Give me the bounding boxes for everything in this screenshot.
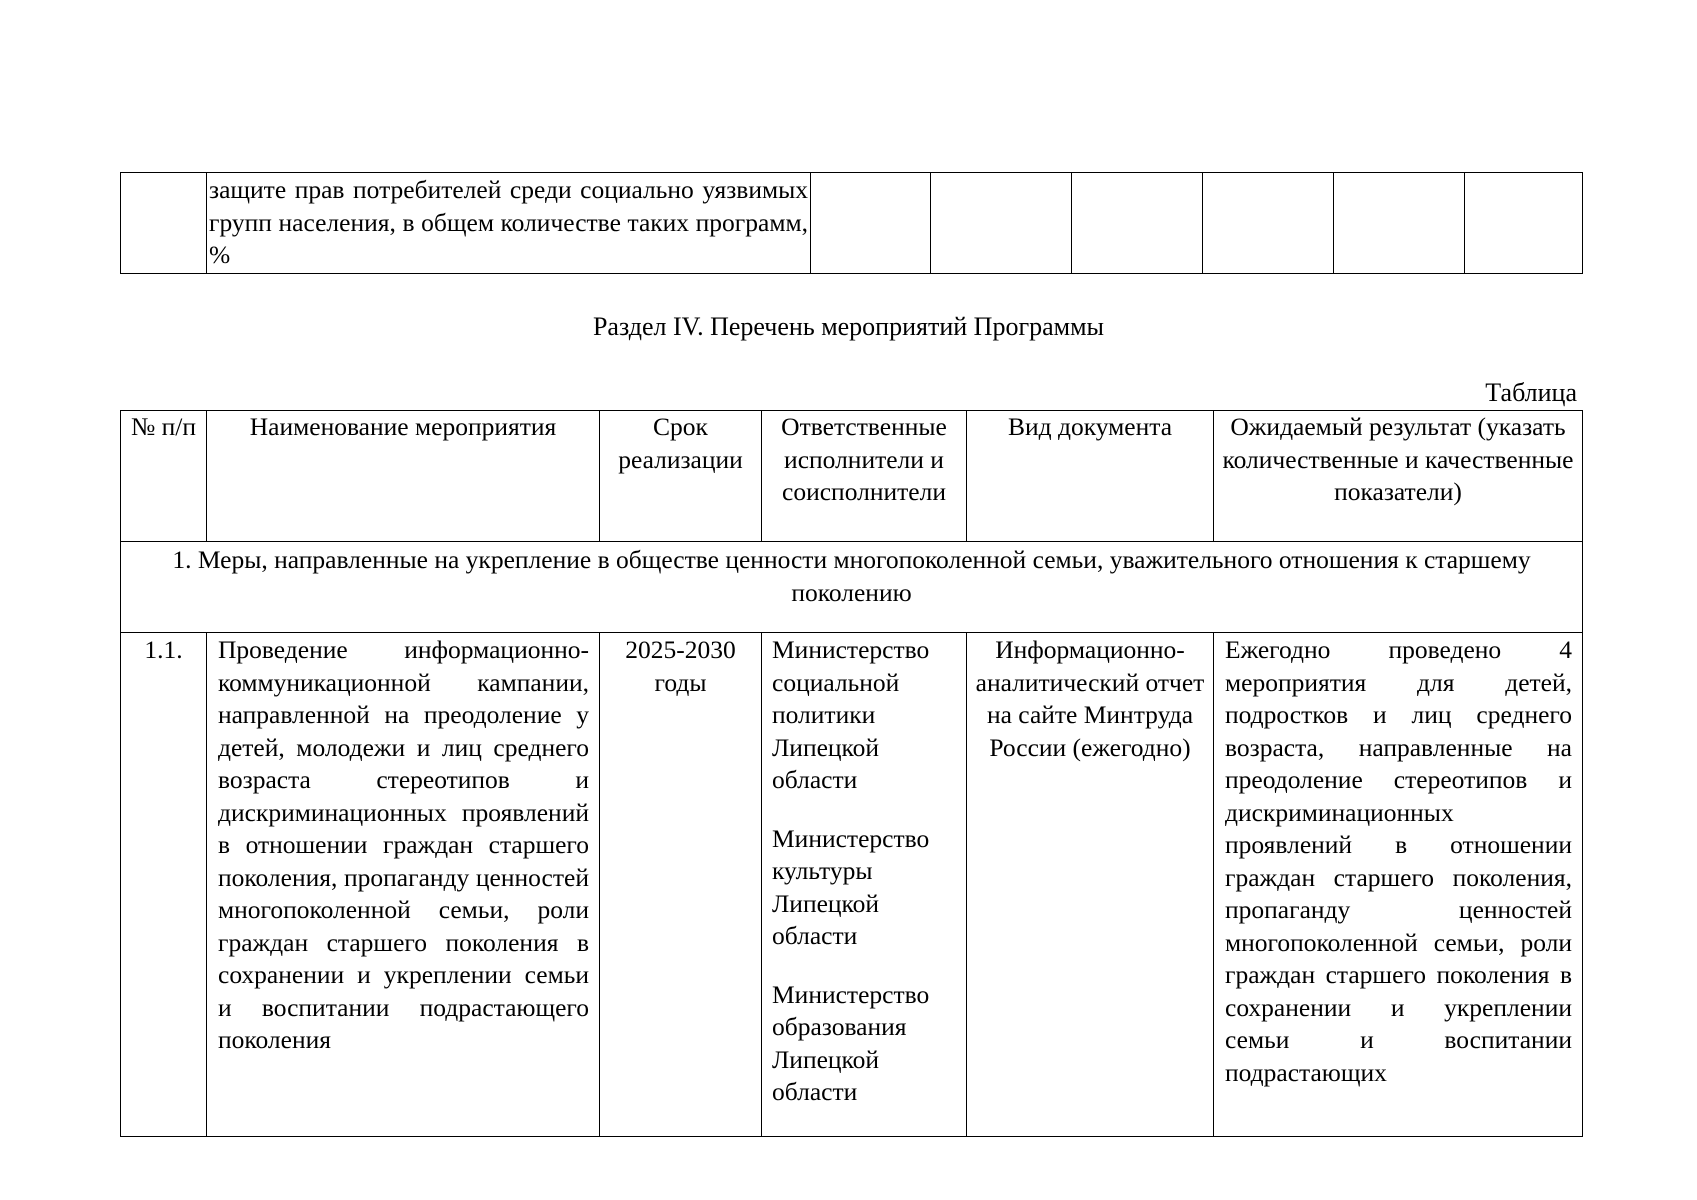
column-header-period: Срок реализации [600,411,762,542]
executor-item: Министерство социальной политики Липецкой области [772,635,930,794]
column-header-executors: Ответственные исполнители и соисполнители [762,411,967,542]
activity-name: Проведение информационно-коммуникационной кампании, направленной на преодоление у детей, молодежи и лиц среднего возраста стереотипов и дискриминационных проявлений в отношении граждан старшего поколения, пропаганду ценностей многопоколенной семьи, роли граждан старшего поколения в сохранении и укреплении семьи и воспитании подрастающего поколения [207,633,600,1137]
activity-document-type: Информационно-аналитический отчет на сайте Минтруда России (ежегодно) [967,633,1214,1137]
table-cell [1334,173,1465,274]
executor-item: Министерство культуры Липецкой области [772,823,930,950]
table-cell [1072,173,1203,274]
table-header-row [121,411,1583,542]
table-cell [207,173,811,274]
previous-table-continuation [120,172,1583,274]
activity-executors [762,633,967,1137]
column-header-number: № п/п [121,411,207,542]
table-row [121,633,1583,1137]
row-number: 1.1. [121,633,207,1137]
column-header-result: Ожидаемый результат (указать количественные и качественные показатели) [1214,411,1583,542]
executor-item: Министерство образования Липецкой области [772,979,930,1106]
section-title: Раздел IV. Перечень мероприятий Программы [592,312,1105,341]
table-cell [931,173,1072,274]
table-cell [811,173,931,274]
activities-table [120,410,1583,1137]
activity-period: 2025-2030 годы [600,633,762,1137]
table-cell [1465,173,1583,274]
group-heading-row [121,542,1583,633]
table-caption: Таблица [1485,378,1577,407]
table-row [121,173,1583,274]
activity-result: Ежегодно проведено 4 мероприятия для детей, подростков и лиц среднего возраста, направленные на преодоление стереотипов и дискриминационных проявлений в отношении граждан старшего поколения, пропаганду ценностей многопоколенной семьи, роли граждан старшего поколения в сохранении и укреплении семьи и воспитании подрастающих [1214,633,1583,1137]
column-header-document-type: Вид документа [967,411,1214,542]
group-heading: 1. Меры, направленные на укрепление в обществе ценности многопоколенной семьи, уважительного отношения к старшему поколению [121,542,1583,633]
table-cell [121,173,207,274]
indicator-text: защите прав потребителей среди социально уязвимых групп населения, в общем количестве таких программ, % [209,175,808,269]
column-header-name: Наименование мероприятия [207,411,600,542]
table-cell [1203,173,1334,274]
